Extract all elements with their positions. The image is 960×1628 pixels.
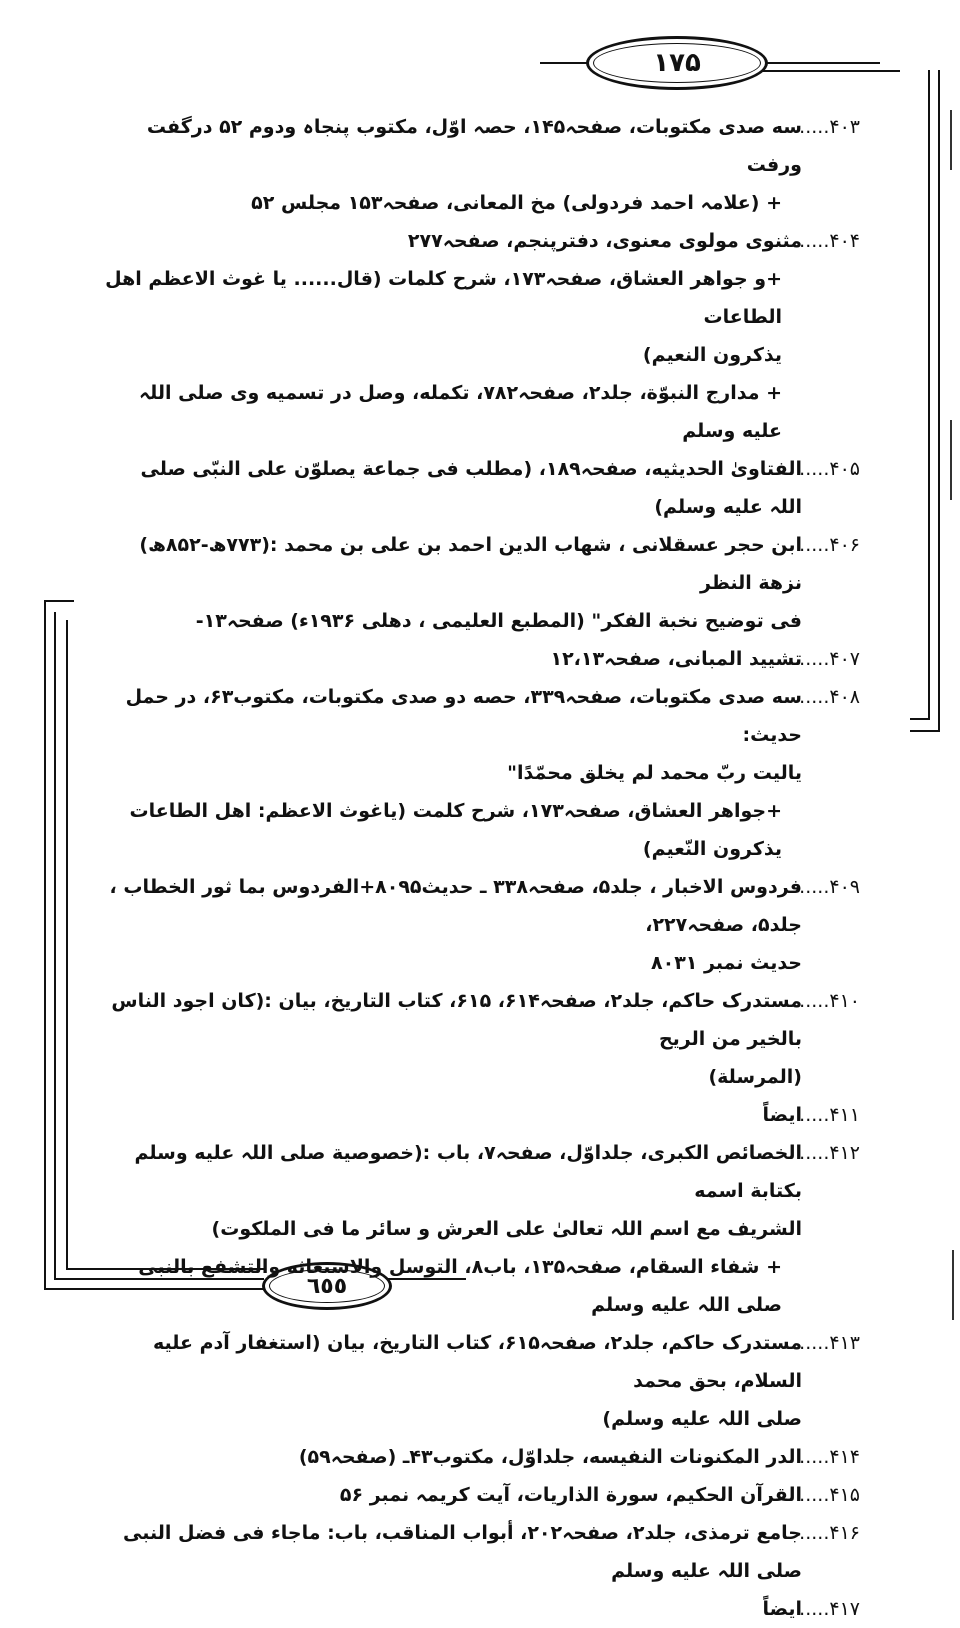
reference-line: ایضاً (762, 1104, 802, 1126)
footer-page-number: ٦٥٥ (306, 1273, 348, 1299)
top-frame-line-left (540, 62, 590, 64)
reference-entry (104, 450, 860, 526)
reference-text (104, 450, 802, 526)
reference-number: ۴۱۵ ..... (802, 1476, 860, 1514)
reference-text (104, 868, 802, 982)
scan-artifact (950, 420, 952, 500)
reference-line: مستدرک حاکم، جلد۲، صفحہ۶۱۵، کتاب التاریخ، بیان (استغفار آدم علیه السلام، بحق محمد (153, 1332, 802, 1392)
reference-text (104, 1514, 802, 1590)
reference-text (104, 1324, 802, 1438)
scan-artifact (950, 110, 952, 170)
reference-number: ۴۰۴ ..... (802, 222, 860, 260)
reference-entry (104, 868, 860, 982)
reference-sub-line: + شفاء السقام، صفحہ۱۳۵، باب۸، التوسل والاستغاثه والتشفع بالنبی صلی اللہ علیه وسلم (138, 1256, 782, 1316)
reference-text (104, 678, 802, 868)
reference-text (104, 108, 802, 222)
reference-text (104, 640, 802, 678)
reference-line: مستدرک حاکم، جلد۲، صفحہ۶۱۴، ۶۱۵، کتاب التاریخ، بیان :(کان اجود الناس بالخیر من الریح (111, 990, 802, 1050)
reference-number: ۴۰۳ ..... (802, 108, 860, 146)
left-frame-line-inner (54, 612, 56, 1280)
reference-sub-line: + مدارج النبوّة، جلد۲، صفحہ۷۸۲، تکمله، وصل در تسمیه وی صلی اللہ علیه وسلم (138, 382, 782, 442)
reference-entry (104, 222, 860, 450)
reference-sub-line: + (علامہ احمد فردولی) مخ المعانی، صفحہ۱۵۳ مجلس ۵۲ (251, 192, 782, 214)
reference-text (104, 526, 802, 640)
left-frame-top-1 (44, 600, 74, 602)
reference-number: ۴۱۷ ..... (802, 1590, 860, 1628)
right-frame-line-inner (928, 70, 930, 718)
reference-text (104, 1096, 802, 1134)
references-list (104, 108, 860, 1628)
reference-sub-line: +و جواهر العشاق، صفحہ۱۷۳، شرح کلمات (قال...... یا غوث الاعظم اهل الطاعات (105, 268, 782, 328)
header-page-number: ۱۷۵ (653, 48, 701, 78)
reference-line: الخصائص الکبری، جلداوّل، صفحہ۷، باب :(خصوصیة صلی اللہ علیه وسلم بکتابة اسمه (134, 1142, 802, 1202)
reference-text (104, 1476, 802, 1514)
reference-entry (104, 108, 860, 222)
reference-entry (104, 1590, 860, 1628)
reference-number: ۴۱۲ ..... (802, 1134, 860, 1172)
reference-line: مثنوی مولوی معنوی، دفترپنجم، صفحہ۲۷۷ (407, 230, 802, 252)
reference-line: ایضاً (762, 1598, 802, 1620)
reference-text (104, 1438, 802, 1476)
reference-entry (104, 526, 860, 640)
reference-entry (104, 1438, 860, 1476)
reference-sub-line: یذکرون النعیم) (642, 344, 782, 366)
reference-line: الفتاویٰ الحدیثیه، صفحہ۱۸۹، (مطلب فی جماعة یصلوّن علی النبّی صلی اللہ علیه وسلم) (140, 458, 802, 518)
reference-line: فی توضیح نخبة الفکر" (المطبع العلیمی ، دهلی ۱۹۳۶ء) صفحہ۱۳- (195, 610, 802, 632)
reference-number: ۴۱۶ ..... (802, 1514, 860, 1552)
reference-number: ۴۰۹ ..... (802, 868, 860, 906)
reference-number: ۴۰۷ ..... (802, 640, 860, 678)
reference-text (104, 1134, 802, 1324)
reference-number: ۴۱۳ ..... (802, 1324, 860, 1362)
reference-line: (المرسلة) (708, 1066, 802, 1088)
reference-number: ۴۱۴ ..... (802, 1438, 860, 1476)
reference-line: سه صدی مکتوبات، صفحہ۳۳۹، حصه دو صدی مکتوبات، مکتوب۶۳، در حمل حدیث: (125, 686, 802, 746)
reference-line: فردوس الاخبار ، جلد۵، صفحہ۳۳۸ ـ حدیث۸۰۹۵+الفردوس بما ثور الخطاب ، جلد۵، صفحہ۲۲۷، (109, 876, 802, 936)
reference-text (104, 1590, 802, 1628)
left-frame-line-outer (44, 600, 46, 1290)
reference-line: الدر المکنونات النفیسه، جلداوّل، مکتوب۴۳ـ (صفحہ۵۹) (298, 1446, 802, 1468)
top-frame-line-right-2 (760, 70, 900, 72)
reference-line: ابن حجر عسقلانی ، شهاب الدین احمد بن علی بن محمد :(۷۷۳ھ-۸۵۲ھ) نزهة النظر (139, 534, 802, 594)
reference-line: یالیت ربّ محمد لم یخلق محمّدًا" (507, 762, 802, 784)
top-frame-line-right (760, 62, 880, 64)
reference-line: القرآن الحکیم، سورة الذاریات، آیت کریمہ نمبر ۵۶ (339, 1484, 802, 1506)
reference-number: ۴۰۸ ..... (802, 678, 860, 716)
reference-entry (104, 1324, 860, 1438)
reference-entry (104, 640, 860, 678)
reference-entry (104, 1134, 860, 1324)
reference-entry (104, 678, 860, 868)
reference-number: ۴۱۰ ..... (802, 982, 860, 1020)
reference-line: تشیید المبانی، صفحہ۱۲،۱۳ (550, 648, 802, 670)
reference-entry (104, 982, 860, 1096)
reference-line: حدیث نمبر ۸۰۳۱ (651, 952, 802, 974)
reference-number: ۴۰۶ ..... (802, 526, 860, 564)
reference-number: ۴۱۱ ..... (802, 1096, 860, 1134)
reference-text (104, 222, 802, 450)
reference-line: سه صدی مکتوبات، صفحہ۱۴۵، حصہ اوّل، مکتوب پنجاہ ودوم ۵۲ درگفت ورفت (146, 116, 802, 176)
reference-line: الشریف مع اسم اللہ تعالیٰ علی العرش و سائر ما فی الملکوت) (211, 1218, 802, 1240)
left-frame-line-third (66, 620, 68, 1270)
reference-entry (104, 1476, 860, 1514)
reference-number: ۴۰۵ ..... (802, 450, 860, 488)
reference-text (104, 982, 802, 1096)
reference-entry (104, 1096, 860, 1134)
right-frame-line-outer (938, 70, 940, 730)
right-frame-bottom-1 (910, 718, 930, 720)
right-frame-bottom-2 (910, 730, 940, 732)
reference-line: جامع ترمذی، جلد۲، صفحہ۲۰۲، أبواب المناقب، باب: ماجاء فی فضل النبی صلی اللہ علیه وسلم (123, 1522, 802, 1582)
scan-artifact (952, 1250, 954, 1320)
reference-sub-line: +جواهر العشاق، صفحہ۱۷۳، شرح کلمت (یاغوث الاعظم: اهل الطاعات یذکرون النّعیم) (129, 800, 782, 860)
reference-line: صلی اللہ علیه وسلم) (602, 1408, 802, 1430)
header-page-number-oval (586, 36, 768, 90)
reference-entry (104, 1514, 860, 1590)
